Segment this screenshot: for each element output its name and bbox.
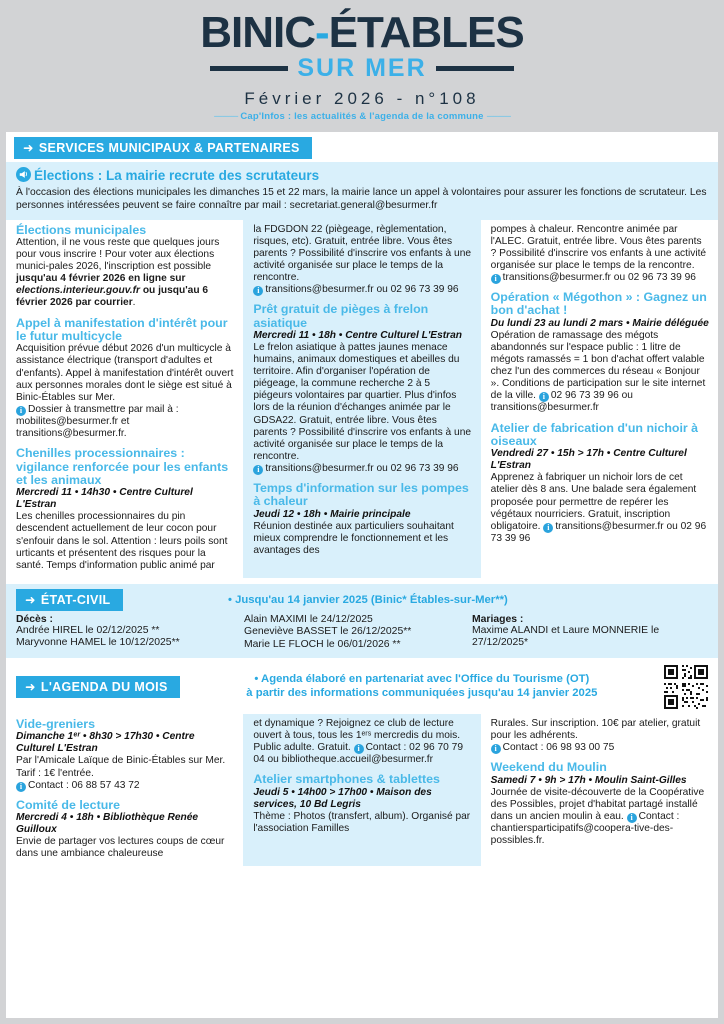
article-title: Élections municipales	[16, 222, 147, 237]
contact-text: Contact : 06 98 93 00 75	[502, 742, 615, 754]
agenda-body: Envie de partager vos lectures coups de cœur dans une ambiance chaleureuse	[16, 836, 225, 860]
contact-text: transitions@besurmer.fr ou 02 96 73 39 96	[490, 520, 707, 544]
article-title: Temps d'information sur les pompes à chaleur	[253, 481, 469, 509]
agenda-columns	[6, 714, 718, 866]
article-title: Chenilles processionnaires : vigilance renforcée pour les enfants et les animaux	[16, 446, 229, 487]
article-nichoir	[491, 422, 709, 545]
agenda-item-comite-lecture-cont	[253, 718, 471, 766]
agenda-note	[180, 673, 664, 700]
masthead	[0, 0, 724, 130]
agenda-item-vide-greniers	[16, 718, 234, 792]
etat-civil-entry: Geneviève BASSET le 26/12/2025**	[244, 626, 412, 638]
info-icon: i	[491, 744, 501, 754]
body-pre: Attention, il ne vous reste que quelques jours pour vous inscrire ! Pour voter aux élections munici-pales 2026, l'inscription est possible	[16, 237, 220, 273]
article-frelon	[253, 303, 471, 475]
agenda-body	[253, 718, 471, 766]
article-chenilles	[16, 447, 234, 572]
contact-text: transitions@besurmer.fr ou 02 96 73 39 96	[265, 284, 459, 296]
article-multicycle	[16, 317, 234, 441]
tagline-dash-left: -----------	[213, 111, 238, 122]
article-when: Mercredi 11 • 18h • Centre Culturel L'Estran	[253, 329, 462, 341]
agenda-column-3	[481, 714, 718, 866]
info-icon: i	[543, 523, 553, 533]
article-body: Acquisition prévue début 2026 d'un multicycle à assistance électrique (transport d'adultes et d'enfants). Appel à manifestation d'intérêt ouvert aux personnes morales dont le siège est situé à Binic-Étables sur Mer.	[16, 343, 234, 403]
agenda-title: Comité de lecture	[16, 797, 120, 812]
agenda-item-comite-lecture	[16, 799, 234, 861]
agenda-body: Rurales. Sur inscription. 10€ par atelier, gratuit pour les adhérents.	[490, 718, 701, 742]
contact-text: 02 96 73 39 96 ou transitions@besurmer.fr	[490, 390, 633, 414]
content-sheet	[6, 132, 718, 1018]
article-title: Prêt gratuit de pièges à frelon asiatique	[253, 302, 429, 330]
etat-civil-entry: Maxime ALANDI et Laure MONNERIE le 27/12/2025*	[472, 624, 660, 649]
agenda-header-row	[6, 658, 718, 714]
body-post: .	[132, 297, 136, 309]
etat-civil-column-deces	[16, 614, 244, 651]
etat-civil-header-row	[6, 584, 718, 613]
rule-right	[436, 66, 514, 71]
article-title: Appel à manifestation d'intérêt pour le futur multicycle	[16, 315, 228, 343]
services-column-1	[6, 220, 243, 578]
contact-text: Contact : chantiersparticipatifs@coopera-tive-des-possibles.fr.	[490, 810, 680, 847]
logo-submark	[0, 54, 724, 83]
article-megothon	[491, 291, 709, 414]
agenda-item-atelier-cont	[491, 718, 709, 754]
qr-code-icon[interactable]	[664, 665, 708, 709]
etat-civil-heading: Décès :	[16, 613, 53, 625]
body-bold2: ou jusqu'au 6 février 2026 par courrier	[16, 285, 209, 309]
body-text: et dynamique ? Rejoignez ce club de lecture ouvert à tous, tous les 1ᵉʳˢ mercredis du mois. Public adulte. Gratuit.	[253, 718, 461, 754]
article-body	[491, 330, 709, 415]
article-when: Jeudi 12 • 18h • Mairie principale	[253, 508, 411, 520]
article-elections-municipales	[16, 224, 234, 310]
section-header-agenda-label: L'AGENDA DU MOIS	[40, 680, 168, 695]
agenda-bar-wrap	[16, 676, 180, 698]
agenda-when: Mercredi 4 • 18h • Bibliothèque Renée Guilloux	[16, 812, 199, 836]
agenda-body: Thème : Photos (transfert, album). Organisé par l'association Familles	[253, 810, 471, 834]
etat-civil-note: • Jusqu'au 14 janvier 2025 (Binic* Étables-sur-Mer**)	[228, 593, 508, 606]
agenda-contact	[491, 742, 709, 754]
info-icon: i	[354, 744, 364, 754]
etat-civil-entry: Maryvonne HAMEL le 10/12/2025**	[16, 637, 180, 649]
etat-civil-heading: Mariages :	[472, 613, 524, 625]
tagline-text: Cap'Infos : les actualités & l'agenda de la commune	[240, 111, 484, 122]
logo-separator: ‑	[315, 8, 329, 57]
article-body: Les chenilles processionnaires du pin descendent actuellement de leur cocon pour s'enfouir dans le sol. Attention : leurs poils sont urticants et présentent des risques pour la santé. Temps d'information public animé par	[16, 511, 228, 571]
agenda-item-atelier-smartphones	[253, 773, 471, 835]
agenda-column-1	[6, 714, 243, 866]
article-when: Du lundi 23 au lundi 2 mars • Mairie déléguée	[490, 317, 709, 329]
agenda-title: Weekend du Moulin	[490, 760, 607, 775]
agenda-title: Vide-greniers	[16, 717, 95, 732]
contact-text: transitions@besurmer.fr ou 02 96 73 39 96	[265, 462, 459, 474]
issue-line: Février 2026 - n°108	[244, 89, 480, 108]
etat-civil-entry: Alain MAXIMI le 24/12/2025	[244, 613, 373, 625]
lead-elections-block	[6, 162, 718, 220]
logo-title	[0, 10, 724, 56]
article-when: Vendredi 27 • 15h > 17h • Centre Culturel L'Estran	[490, 448, 687, 472]
contact-text: Contact : 02 96 70 79 04 ou bibliotheque.accueil@besurmer.fr	[253, 742, 463, 766]
agenda-body	[491, 787, 709, 847]
lead-title-text: Élections : La mairie recrute des scrutateurs	[34, 168, 320, 183]
body-text: Apprenez à fabriquer un nichoir lors de cet atelier dès 8 ans. Une balade sera également proposée pour permettre de repérer les végétaux nourriciers. Gratuit, inscription obligatoire.	[490, 472, 697, 532]
article-when: Mercredi 11 • 14h30 • Centre Culturel L'Estran	[16, 487, 193, 511]
arrow-icon: ➜	[25, 592, 36, 607]
section-header-services-label: SERVICES MUNICIPAUX & PARTENAIRES	[38, 141, 300, 155]
logo-binic: BINIC	[200, 8, 316, 57]
article-pompes-chaleur	[253, 482, 471, 557]
agenda-body: Par l'Amicale Laïque de Binic-Étables sur Mer. Tarif : 1€ l'entrée.	[16, 755, 226, 779]
services-bar-wrap	[6, 132, 718, 162]
rule-left	[210, 66, 288, 71]
article-body: pompes à chaleur. Rencontre animée par l'ALEC. Gratuit, entrée libre. Vous êtes parents ? Possibilité d'inscrire vos enfants à une activité organisée sur place le temps de la rencontre.	[490, 223, 707, 271]
section-header-etat-civil	[16, 589, 123, 611]
info-icon: i	[491, 274, 501, 284]
agenda-when: Jeudi 5 • 14h00 > 17h00 • Maison des services, 10 Bd Legris	[253, 786, 432, 810]
info-icon: i	[627, 813, 637, 823]
article-title: Opération « Mégothon » : Gagnez un bon d'achat !	[490, 290, 707, 318]
article-title: Atelier de fabrication d'un nichoir à oiseaux	[490, 420, 699, 448]
article-body: Réunion destinée aux particuliers souhaitant mieux comprendre le fonctionnement et les avantages des	[253, 520, 454, 556]
etat-civil-bar-wrap	[16, 589, 228, 611]
agenda-note-line2: à partir des informations communiquées jusqu'au 14 janvier 2025	[246, 687, 598, 700]
article-chenilles-cont	[253, 224, 471, 297]
contact-text: Dossier à transmettre par mail à : mobilites@besurmer.fr et transitions@besurmer.fr.	[16, 403, 179, 440]
agenda-when: Dimanche 1ᵉʳ • 8h30 > 17h30 • Centre Culturel L'Estran	[16, 731, 195, 755]
article-body	[491, 472, 709, 545]
info-icon: i	[253, 465, 263, 475]
article-body: la FDGDON 22 (piègeage, règlementation, risques, etc). Gratuit, entrée libre. Vous êtes parents ? Possibilité d'inscrire vos enfants à une activité organisée sur place le temps de la rencontre.	[253, 223, 472, 283]
arrow-icon: ➜	[25, 680, 36, 695]
article-contact	[16, 404, 234, 440]
agenda-note-line1: • Agenda élaboré en partenariat avec l'Office du Tourisme (OT)	[254, 673, 590, 686]
services-column-3	[481, 220, 718, 578]
agenda-column-2	[243, 714, 480, 866]
section-header-etat-civil-label: ÉTAT-CIVIL	[40, 592, 111, 607]
logo-sur-mer: SUR MER	[297, 54, 427, 82]
etat-civil-columns	[6, 613, 718, 658]
info-icon: i	[16, 782, 26, 792]
agenda-contact	[16, 780, 234, 792]
agenda-item-weekend-moulin	[491, 761, 709, 847]
body-text: Opération de ramassage des mégots abandonnés sur l'espace public : 1 litre de mégots ramassés = 1 bon d'achat offert valable chez l'un des commerces du réseau « Bonjour ». Conditions de participation sur le site internet de la ville.	[490, 329, 706, 402]
info-icon: i	[539, 392, 549, 402]
section-etat-civil	[6, 584, 718, 658]
contact-text: Contact : 06 88 57 43 72	[28, 779, 140, 791]
section-header-services	[14, 137, 312, 159]
article-body	[16, 237, 234, 310]
article-body: Le frelon asiatique à pattes jaunes menace humains, animaux domestiques et abeilles du territoire. Afin d'organiser l'opération de piégeage, la commune recherche 2 à 5 piégeurs volontaires par quartier. Plus d'infos lors de la réunion d'échanges animée par le GDSA22. Gratuit, entrée libre. Vous êtes parents ? Possibilité d'inscrire vos enfants à une activité organisée sur place le temps de la rencontre.	[253, 341, 472, 462]
agenda-title: Atelier smartphones & tablettes	[253, 772, 440, 787]
etat-civil-column-mariages	[472, 614, 700, 651]
section-header-agenda	[16, 676, 180, 698]
arrow-icon: ➜	[23, 141, 34, 155]
article-contact	[491, 272, 709, 284]
tagline-dash-right: -----------	[486, 111, 511, 122]
lead-title	[16, 167, 708, 185]
info-icon: i	[253, 286, 263, 296]
contact-text: transitions@besurmer.fr ou 02 96 73 39 96	[502, 271, 696, 283]
services-column-2	[243, 220, 480, 578]
body-text: Journée de visite-découverte de la Coopérative des Possibles, projet d'habitat partagé installé dans un ancien moulin à eau.	[490, 786, 705, 822]
logo-etables: ÉTABLES	[328, 8, 524, 57]
body-link: elections.interieur.gouv.fr	[16, 285, 140, 297]
etat-civil-column-deces-cont	[244, 614, 472, 651]
body-bold: jusqu'au 4 février 2026 en ligne sur	[16, 273, 186, 285]
services-columns	[6, 220, 718, 578]
lead-body: À l'occasion des élections municipales les dimanches 15 et 22 mars, la mairie lance un appel à volontaires pour assurer les fonctions de scrutateur. Les personnes intéressées peuvent se faire connaître par mail : secretariat.general@besurmer.fr	[16, 187, 707, 211]
agenda-when: Samedi 7 • 9h > 17h • Moulin Saint-Gilles	[490, 774, 687, 786]
etat-civil-entry: Marie LE FLOCH le 06/01/2026 **	[244, 638, 401, 650]
article-contact	[253, 463, 471, 475]
megaphone-icon	[16, 167, 31, 185]
tagline	[0, 111, 724, 122]
article-pompes-cont	[491, 224, 709, 284]
info-icon: i	[16, 406, 26, 416]
article-contact	[253, 284, 471, 296]
etat-civil-entry: Andrée HIREL le 02/12/2025 **	[16, 624, 160, 636]
